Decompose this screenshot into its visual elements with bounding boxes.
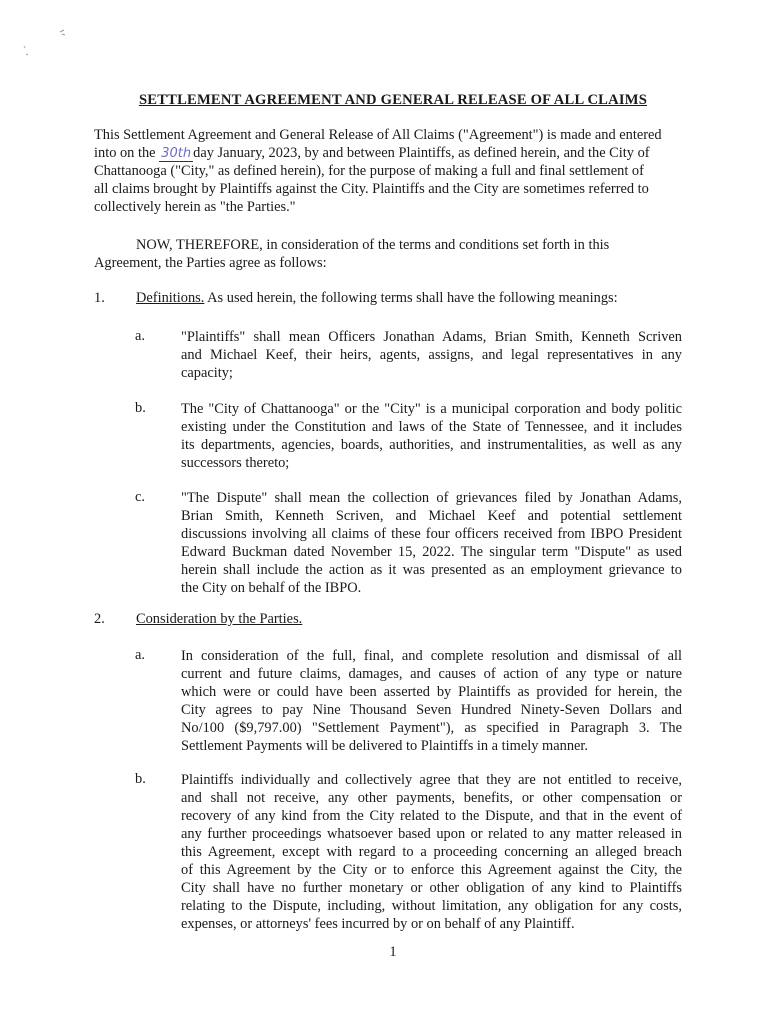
text-line: discussions involving all claims of these four officers received from IBPO President [181,526,682,542]
text-line: of this Agreement by the City or to enforce this Agreement against the City, the [181,862,682,878]
intro-line: collectively herein as "the Parties." [94,199,296,215]
section-2b-label: b. [135,771,146,787]
text-line: and shall not receive, any other payments, benefits, or other compensation or [181,790,682,806]
section-1-heading-title: Definitions. [136,290,205,306]
text-line: any further proceedings whatsoever based upon or related to any matter released in [181,826,682,842]
text-line: Brian Smith, Kenneth Scriven, and Michael Keef and potential settlement [181,508,682,524]
text-line: City agrees to pay Nine Thousand Seven Hundred Ninety-Seven Dollars and [181,702,682,718]
intro-line: Chattanooga ("City," as defined herein), for the purpose of making a full and final settlement of [94,163,644,179]
text-line: which were or could have been asserted by Plaintiffs as provided for herein, the [181,684,682,700]
text-line: relating to the Dispute, including, without limitation, any obligation for any costs, [181,898,682,914]
now-therefore-paragraph [94,236,694,272]
intro-date-prefix: into on the [94,145,156,161]
intro-date-suffix: day January, 2023, by and between Plaintiffs, as defined herein, and the City of [193,145,650,161]
section-1b-text [181,400,682,472]
text-line: herein shall include the action as it was presented as an employment grievance to [181,562,682,578]
text-line: "The Dispute" shall mean the collection of grievances filed by Jonathan Adams, [181,490,682,506]
section-2a-label: a. [135,647,145,663]
text-line: Settlement Payments will be delivered to Plaintiffs in a timely manner. [181,738,588,754]
text-line: capacity; [181,365,233,381]
text-line: and Michael Keef, their heirs, agents, assigns, and legal representatives in any [181,347,682,363]
text-line: Plaintiffs individually and collectively agree that they are not entitled to receive, [181,772,682,788]
section-1a-label: a. [135,328,145,344]
document-title: SETTLEMENT AGREEMENT AND GENERAL RELEASE OF ALL CLAIMS [138,92,648,108]
section-2-number: 2. [94,611,105,627]
text-line: The "City of Chattanooga" or the "City" is a municipal corporation and body politic [181,401,682,417]
text-line: the City on behalf of the IBPO. [181,580,362,596]
section-2b-text [181,771,682,933]
text-line: existing under the Constitution and laws of the State of Tennessee, and it includes [181,419,682,435]
text-line: recovery of any kind from the City related to the Dispute, and that in the event of [181,808,682,824]
text-line: successors thereto; [181,455,290,471]
text-line: In consideration of the full, final, and complete resolution and dismissal of all [181,648,682,664]
intro-line [94,144,694,162]
now-line: Agreement, the Parties agree as follows: [94,255,327,271]
now-line: NOW, THEREFORE, in consideration of the terms and conditions set forth in this [136,237,610,253]
intro-paragraph [94,126,694,216]
text-line: City shall have no further monetary or other obligation of any kind to Plaintiffs [181,880,682,896]
text-line: "Plaintiffs" shall mean Officers Jonathan Adams, Brian Smith, Kenneth Scriven [181,329,682,345]
intro-line: This Settlement Agreement and General Release of All Claims ("Agreement") is made and entered [94,127,662,143]
text-line: this Agreement, except with regard to a proceeding concerning an alleged breach [181,844,682,860]
text-line: Edward Buckman dated November 15, 2022. The singular term "Dispute" as used [181,544,682,560]
scan-artifact-mark [22,26,72,62]
handwritten-date: 30th [159,147,193,162]
section-1-heading-rest: As used herein, the following terms shall have the following meanings: [204,290,618,306]
section-1b-label: b. [135,400,146,416]
section-2-heading [136,611,302,628]
text-line: expenses, or attorneys' fees incurred by or on behalf of any Plaintiff. [181,916,575,932]
section-1c-label: c. [135,489,145,505]
section-2a-text [181,647,682,755]
section-1-number: 1. [94,290,105,306]
page-number: 1 [389,944,397,960]
section-1a-text [181,328,682,382]
intro-line: all claims brought by Plaintiffs against the City. Plaintiffs and the City are sometimes referred to [94,181,649,197]
text-line: its departments, agencies, boards, authorities, and instrumentalities, as well as any [181,437,682,453]
section-2-heading-title: Consideration by the Parties. [136,611,303,627]
section-1c-text [181,489,682,597]
text-line: current and future claims, damages, and causes of action of any type or nature [181,666,682,682]
text-line: No/100 ($9,797.00) "Settlement Payment"), as specified in Paragraph 3. The [181,720,682,736]
section-1-heading [136,290,618,307]
